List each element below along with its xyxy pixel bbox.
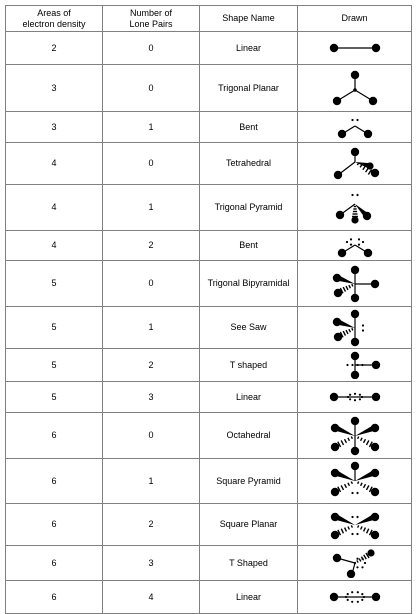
shape-name-cell: Linear bbox=[200, 581, 298, 614]
drawn-cell bbox=[298, 185, 412, 231]
table-row bbox=[6, 185, 412, 231]
tetrahedral-molecule-icon bbox=[320, 146, 390, 182]
areas-cell: 3 bbox=[6, 65, 103, 112]
linear-molecule-icon bbox=[320, 35, 390, 61]
drawn-cell bbox=[298, 504, 412, 546]
areas-cell: 5 bbox=[6, 307, 103, 349]
table-row bbox=[6, 261, 412, 307]
bent-two-pairs-molecule-icon bbox=[320, 233, 390, 259]
areas-cell: 4 bbox=[6, 231, 103, 261]
header-shape-name: Shape Name bbox=[200, 6, 298, 32]
table-row bbox=[6, 143, 412, 185]
drawn-cell bbox=[298, 349, 412, 382]
lone-pairs-cell: 1 bbox=[103, 307, 200, 349]
header-row bbox=[6, 6, 412, 32]
shape-name-cell: Tetrahedral bbox=[200, 143, 298, 185]
table-row bbox=[6, 307, 412, 349]
lone-pairs-cell: 1 bbox=[103, 112, 200, 143]
table-row bbox=[6, 65, 412, 112]
t-shaped-molecule-icon bbox=[320, 351, 390, 379]
table-row bbox=[6, 459, 412, 504]
table-row bbox=[6, 546, 412, 581]
lone-pairs-cell: 0 bbox=[103, 413, 200, 459]
lone-pairs-cell: 0 bbox=[103, 32, 200, 65]
see-saw-molecule-icon bbox=[320, 309, 390, 347]
lone-pairs-cell: 3 bbox=[103, 382, 200, 413]
areas-cell: 6 bbox=[6, 504, 103, 546]
t-shaped-three-pairs-molecule-icon bbox=[320, 548, 390, 578]
lone-pairs-cell: 0 bbox=[103, 261, 200, 307]
table-row bbox=[6, 504, 412, 546]
lone-pairs-cell: 2 bbox=[103, 349, 200, 382]
table-row bbox=[6, 349, 412, 382]
areas-cell: 3 bbox=[6, 112, 103, 143]
header-lone-pairs: Number of Lone Pairs bbox=[103, 6, 200, 32]
table-body bbox=[6, 32, 412, 614]
drawn-cell bbox=[298, 231, 412, 261]
drawn-cell bbox=[298, 413, 412, 459]
shape-name-cell: Bent bbox=[200, 112, 298, 143]
lone-pairs-cell: 3 bbox=[103, 546, 200, 581]
areas-cell: 6 bbox=[6, 581, 103, 614]
shape-name-cell: Square Pyramid bbox=[200, 459, 298, 504]
vsepr-shape-table bbox=[5, 5, 412, 614]
header-drawn: Drawn bbox=[298, 6, 412, 32]
drawn-cell bbox=[298, 459, 412, 504]
shape-name-cell: Octahedral bbox=[200, 413, 298, 459]
shape-name-cell: T shaped bbox=[200, 349, 298, 382]
drawn-cell bbox=[298, 546, 412, 581]
trigonal-bipyramidal-molecule-icon bbox=[320, 264, 390, 304]
header-areas: Areas of electron density bbox=[6, 6, 103, 32]
square-pyramid-molecule-icon bbox=[320, 461, 390, 501]
areas-cell: 6 bbox=[6, 413, 103, 459]
areas-cell: 5 bbox=[6, 382, 103, 413]
lone-pairs-cell: 0 bbox=[103, 143, 200, 185]
trigonal-planar-molecule-icon bbox=[320, 68, 390, 108]
drawn-cell bbox=[298, 307, 412, 349]
areas-cell: 6 bbox=[6, 546, 103, 581]
lone-pairs-cell: 0 bbox=[103, 65, 200, 112]
areas-cell: 5 bbox=[6, 349, 103, 382]
shape-name-cell: Square Planar bbox=[200, 504, 298, 546]
linear-four-pairs-molecule-icon bbox=[320, 583, 390, 611]
octahedral-molecule-icon bbox=[320, 416, 390, 456]
areas-cell: 2 bbox=[6, 32, 103, 65]
lone-pairs-cell: 2 bbox=[103, 504, 200, 546]
lone-pairs-cell: 4 bbox=[103, 581, 200, 614]
areas-cell: 4 bbox=[6, 185, 103, 231]
shape-name-cell: Bent bbox=[200, 231, 298, 261]
lone-pairs-cell: 1 bbox=[103, 459, 200, 504]
drawn-cell bbox=[298, 65, 412, 112]
areas-cell: 4 bbox=[6, 143, 103, 185]
shape-name-cell: See Saw bbox=[200, 307, 298, 349]
table-row bbox=[6, 413, 412, 459]
table-row bbox=[6, 112, 412, 143]
drawn-cell bbox=[298, 382, 412, 413]
table-row bbox=[6, 231, 412, 261]
table-row bbox=[6, 32, 412, 65]
drawn-cell bbox=[298, 112, 412, 143]
bent-molecule-icon bbox=[320, 114, 390, 140]
shape-name-cell: Trigonal Pyramid bbox=[200, 185, 298, 231]
shape-name-cell: T Shaped bbox=[200, 546, 298, 581]
shape-name-cell: Linear bbox=[200, 32, 298, 65]
shape-name-cell: Trigonal Planar bbox=[200, 65, 298, 112]
areas-cell: 6 bbox=[6, 459, 103, 504]
lone-pairs-cell: 2 bbox=[103, 231, 200, 261]
square-planar-molecule-icon bbox=[320, 506, 390, 544]
drawn-cell bbox=[298, 261, 412, 307]
trigonal-pyramid-molecule-icon bbox=[320, 188, 390, 228]
drawn-cell bbox=[298, 32, 412, 65]
areas-cell: 5 bbox=[6, 261, 103, 307]
linear-three-pairs-molecule-icon bbox=[320, 384, 390, 410]
shape-name-cell: Linear bbox=[200, 382, 298, 413]
shape-name-cell: Trigonal Bipyramidal bbox=[200, 261, 298, 307]
drawn-cell bbox=[298, 143, 412, 185]
lone-pairs-cell: 1 bbox=[103, 185, 200, 231]
table-row bbox=[6, 382, 412, 413]
